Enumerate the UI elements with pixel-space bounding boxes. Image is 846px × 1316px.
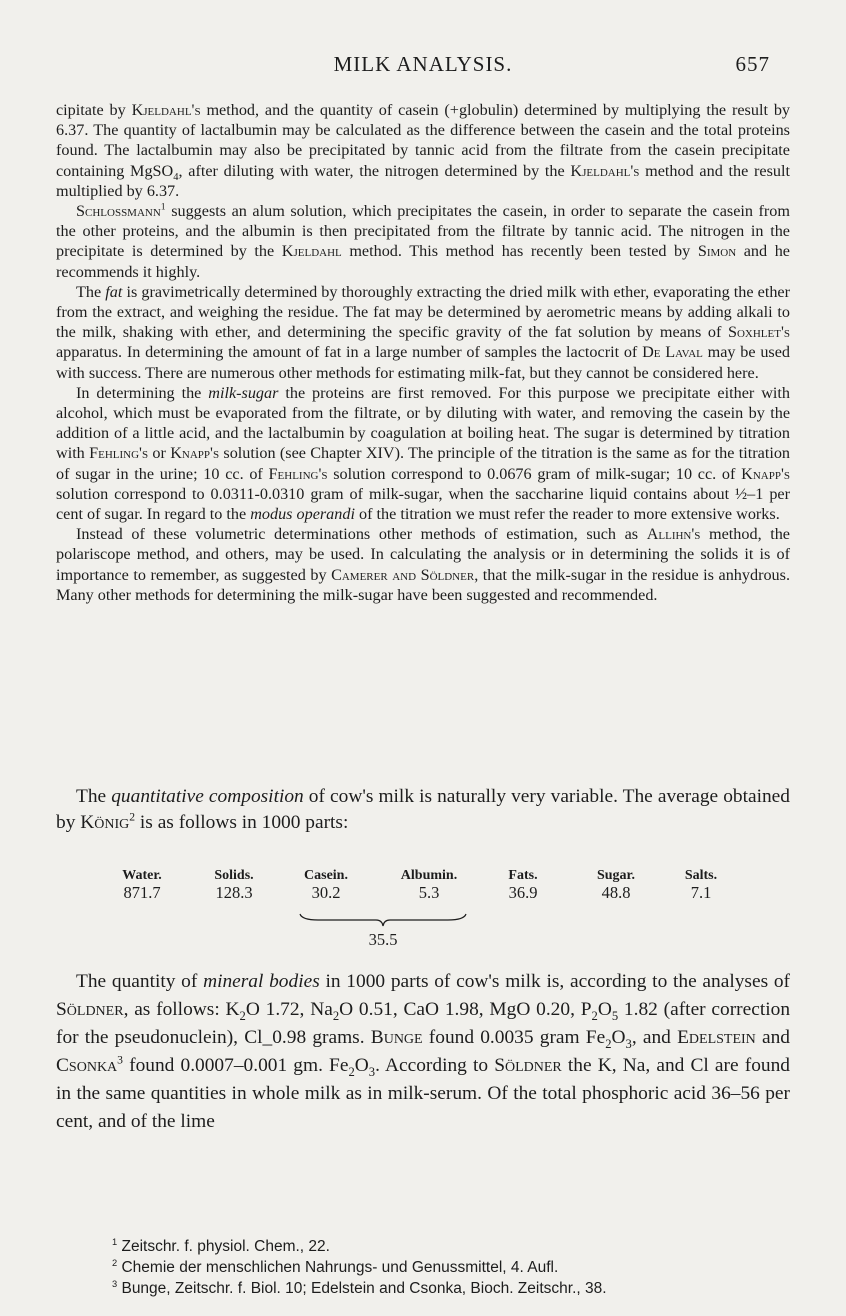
running-header xyxy=(56,52,790,82)
table-column-water: Water. 871.7 xyxy=(122,868,162,902)
author-kjeldahl: Kjeldahl's xyxy=(570,161,640,180)
body-large-type xyxy=(56,784,790,836)
page-number: 657 xyxy=(735,52,770,76)
author-de-laval: De Laval xyxy=(642,343,703,362)
term-quantitative-composition: quantitative composition xyxy=(111,786,304,807)
footnote-ref-2: 2 xyxy=(129,810,136,824)
paragraph-schlossmann: Schlossmann$^1$ suggests an alum solution, which precipitates the casein, in order to separate the casein from the other proteins, and the albumin is then precipitated from the filtrate by tannic acid. The nitrogen in the precipitate is determined by the Kjeldahl method. This method has recently been tested by Simon and he recommends it highly. xyxy=(56,201,790,281)
author-fehling: Fehling's xyxy=(268,464,328,483)
author-bunge: Bunge xyxy=(370,1027,423,1048)
table-column-solids: Solids. 128.3 xyxy=(214,868,254,902)
composition-table xyxy=(112,868,766,958)
author-kjeldahl: Kjeldahl's xyxy=(131,101,201,119)
author-schlossmann: Schlossmann xyxy=(76,202,161,221)
author-fehling: Fehling's xyxy=(89,444,149,463)
footnote-1: $^1$ Zeitschr. f. physiol. Chem., 22. xyxy=(112,1236,330,1255)
paragraph-fat: The fat is gravimetrically determined by thoroughly extracting the dried milk with ether, evaporating the ether from the extract, and weighing the residue. The fat may be determined by aerometric means by adding alkali to the milk, shaking with ether, and determining the specific gravity of the fat solution by means of Soxhlet's apparatus. In determining the amount of fat in a large number of samples the lactocrit of De Laval may be used with success. There are numerous other methods for estimating milk-fat, but they cannot be considered here. xyxy=(56,282,791,382)
author-camerer-soldner: Camerer and Söldner xyxy=(331,565,475,584)
term-fat: fat xyxy=(105,282,123,301)
paragraph-casein: cipitate by Kjeldahl's method, and the quantity of casein (+globulin) determined by multiplying the result by 6.37. The quantity of lactalbumin may be calculated as the difference between the casein and the total proteins found. The lactalbumin may also be precipitated by tannic acid from the filtrate from the casein precipitate containing MgSO$_4$, after diluting with water, the nitrogen determined by the Kjeldahl's method and the result multiplied by 6.37. xyxy=(56,101,791,200)
paragraph-composition: The quantitative composition of cow's milk is naturally very variable. The average obtained by König$^2$ is as follows in 1000 parts: xyxy=(56,786,790,833)
footnote-3: $^3$ Bunge, Zeitschr. f. Biol. 10; Edelstein and Csonka, Bioch. Zeitschr., 38. xyxy=(112,1278,607,1297)
paragraph-minerals: The quantity of mineral bodies in 1000 parts of cow's milk is, according to the analyses of Söldner, as follows: $K_2O$ 1.72, $Na_2O$ 0.51, CaO 1.98, MgO 0.20, $P_2O_5$ 1.82 (after correction for the pseudonuclein), Cl_0.98 grams. Bunge found 0.0035 gram $Fe_2O_3$, and Edelstein and Csonka$^3$ found 0.0007–0.001 gm. $Fe_2O_3$. According to Söldner the K, Na, and Cl are found in the same quantities in whole milk as in milk-serum. Of the total phosphoric acid 36–56 per cent, and of the lime xyxy=(56,971,791,1132)
author-knapp: Knapp's xyxy=(741,464,790,483)
author-kjeldahl: Kjeldahl xyxy=(281,242,342,261)
footnote-ref-1: 1 xyxy=(160,201,166,213)
term-modus-operandi: modus operandi xyxy=(250,505,355,524)
author-konig: König xyxy=(80,812,130,833)
table-column-albumin: Albumin. 5.3 xyxy=(400,868,458,902)
footnotes xyxy=(112,1236,752,1299)
author-csonka: Csonka xyxy=(56,1055,118,1076)
table-column-sugar: Sugar. 48.8 xyxy=(596,868,635,902)
protein-sum: 35.5 xyxy=(368,930,398,949)
table-column-casein: Casein. 30.2 xyxy=(304,868,348,902)
protein-brace xyxy=(298,912,468,928)
table-column-salts: Salts. 7.1 xyxy=(684,868,718,902)
page xyxy=(56,0,790,1316)
body-large-type-minerals xyxy=(56,968,790,1136)
paragraph-other-methods: Instead of these volumetric determinations other methods of estimation, such as Allihn's method, the polariscope method, and others, may be used. In calculating the analysis or in determining the solids it is of importance to remember, as suggested by Camerer and Söldner, that the milk-sugar in the residue is anhydrous. Many other methods for determining the milk-sugar have been suggested and recommended. xyxy=(56,525,790,604)
author-simon: Simon xyxy=(697,242,737,261)
table-column-fats: Fats. 36.9 xyxy=(508,868,538,902)
author-soxhlet: Soxhlet's xyxy=(727,323,790,342)
author-knapp: Knapp's xyxy=(170,444,220,463)
author-edelstein: Edelstein xyxy=(677,1027,756,1048)
footnote-ref-3: 3 xyxy=(117,1053,123,1067)
body-small-type xyxy=(56,100,790,605)
footnote-2: $^2$ Chemie der menschlichen Nahrungs- und Genussmittel, 4. Aufl. xyxy=(112,1257,559,1276)
term-mineral-bodies: mineral bodies xyxy=(203,971,320,992)
author-allihn: Allihn's xyxy=(646,525,701,544)
header-title: MILK ANALYSIS. xyxy=(333,52,513,76)
term-milk-sugar: milk-sugar xyxy=(208,383,279,402)
author-soldner: Söldner xyxy=(56,999,124,1020)
author-soldner: Söldner xyxy=(494,1055,562,1076)
paragraph-milk-sugar: In determining the milk-sugar the proteins are first removed. For this purpose we precipitate either with alcohol, which must be evaporated from the filtrate, or by diluting with water, and removing the casein by the addition of a little acid, and the lactalbumin by coagulation at boiling heat. The sugar is determined by titration with Fehling's or Knapp's solution (see Chapter XIV). The principle of the titration is the same as for the titration of sugar in the urine; 10 cc. of Fehling's solution correspond to 0.0676 gram of milk-sugar; 10 cc. of Knapp's solution correspond to 0.0311-0.0310 gram of milk-sugar, when the saccharine liquid contains about ½–1 per cent of sugar. In regard to the modus operandi of the titration we must refer the reader to more extensive works. xyxy=(56,383,791,524)
